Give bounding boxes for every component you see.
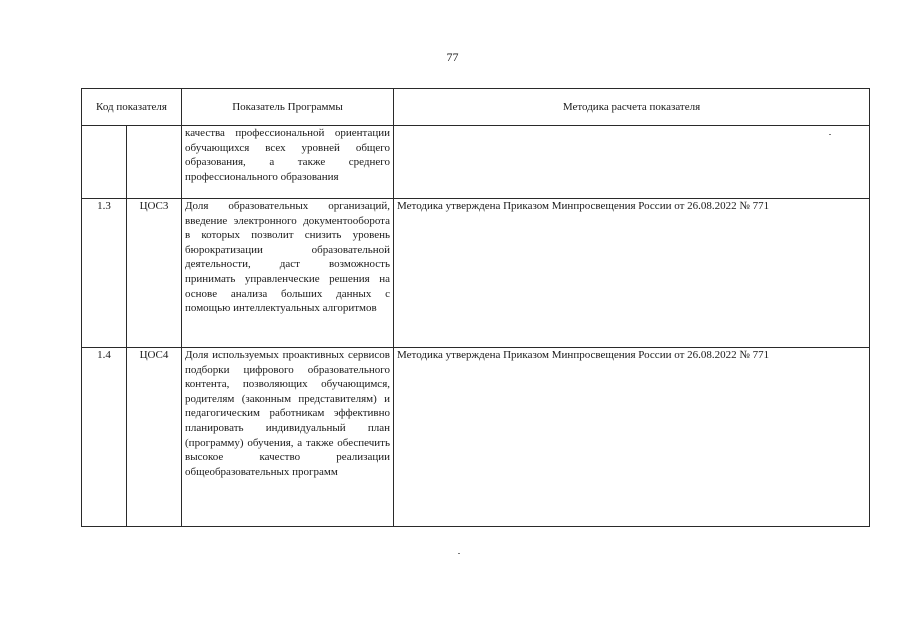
row-indicator: качества профессиональной ориентации обучающихся всех уровней общего образования, а также среднего профессионального образования — [182, 126, 394, 199]
row-code — [127, 126, 182, 199]
scan-speck — [829, 134, 831, 135]
row-method: Методика утверждена Приказом Минпросвещения России от 26.08.2022 № 771 — [394, 348, 870, 527]
row-method — [394, 126, 870, 199]
header-code: Код показателя — [82, 89, 182, 126]
header-method: Методика расчета показателя — [394, 89, 870, 126]
row-code: ЦОС4 — [127, 348, 182, 527]
row-number — [82, 126, 127, 199]
row-number: 1.4 — [82, 348, 127, 527]
table-row — [82, 199, 870, 348]
indicators-table — [81, 88, 870, 527]
row-code: ЦОС3 — [127, 199, 182, 348]
table-header-row — [82, 89, 870, 126]
page-number: 77 — [446, 50, 459, 64]
scan-speck — [458, 553, 460, 554]
table-row — [82, 126, 870, 199]
row-method: Методика утверждена Приказом Минпросвещения России от 26.08.2022 № 771 — [394, 199, 870, 348]
table-row — [82, 348, 870, 527]
row-indicator: Доля используемых проактивных сервисов подборки цифрового образовательного контента, позволяющих обучающимся, родителям (законным представителям) и педагогическим работникам эффективно планировать индивидуальный план (программу) обучения, а также обеспечить высокое качество реализации общеобразовательных программ — [182, 348, 394, 527]
row-indicator: Доля образовательных организаций, введение электронного документооборота в которых позволит снизить уровень бюрократизации образовательной деятельности, даст возможность принимать управленческие решения на основе анализа больших данных с помощью интеллектуальных алгоритмов — [182, 199, 394, 348]
header-indicator: Показатель Программы — [182, 89, 394, 126]
row-number: 1.3 — [82, 199, 127, 348]
